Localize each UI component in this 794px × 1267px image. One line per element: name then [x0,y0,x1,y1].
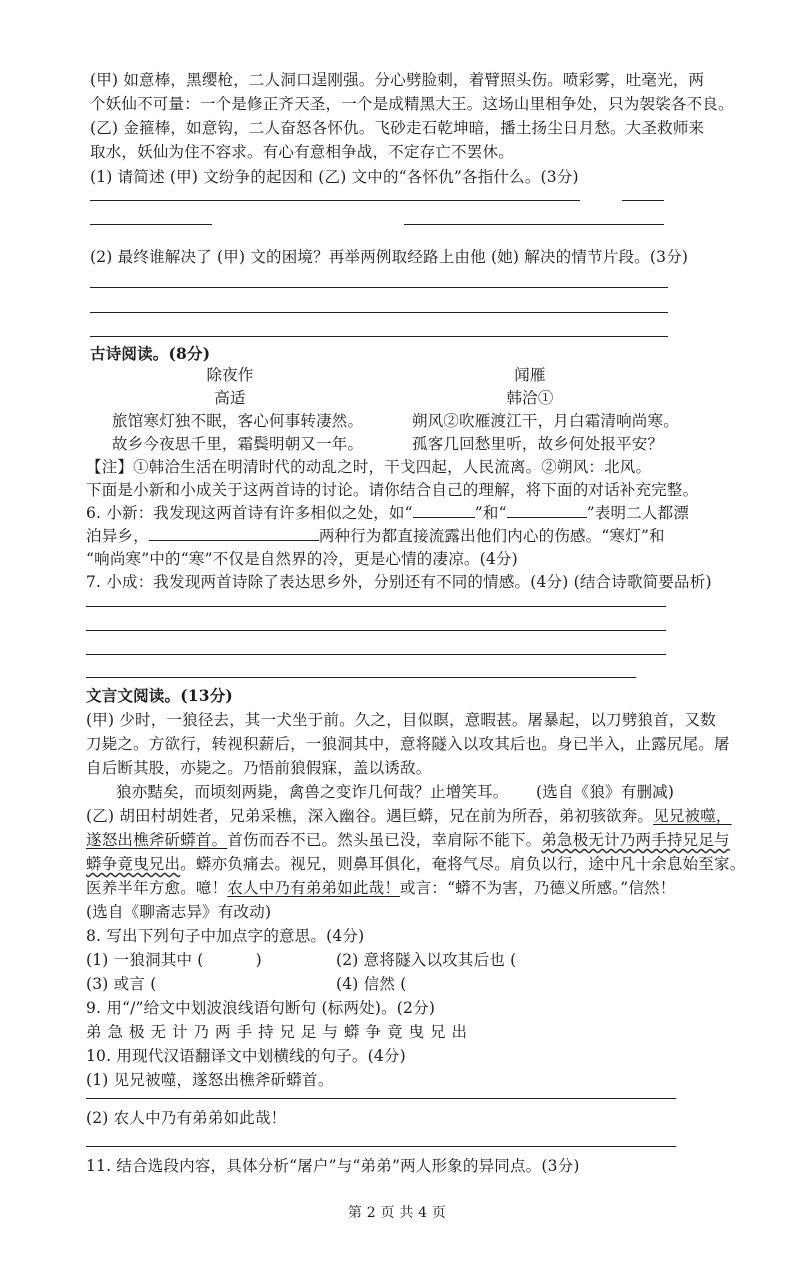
yi-underlined-2: 遂怒出樵斧斫蟒首。 [86,831,228,849]
q6-blank-3[interactable] [149,526,319,541]
poem2-line-1: 朔风②吹雁渡江干，月白霜清响尚寒。 [412,412,679,430]
question-11: 11. 结合选段内容，具体分析“屠户”与“弟弟”两人形象的异同点。(3分) [86,1157,580,1175]
answer-line[interactable] [90,224,212,225]
answer-line[interactable] [404,224,664,225]
q9-sentence[interactable]: 弟急极无计乃两手持兄足与蟒争竟曳兄出 [86,1023,474,1041]
q8-item-1: (1) 一狼洞其中 ( ) [86,951,262,969]
answer-line[interactable] [86,654,666,655]
classical-jia-line-3: 自后断其股，亦毙之。乃悟前狼假寐，盖以诱敌。 [86,759,432,777]
classical-yi-line-1 [86,806,732,826]
q6-text-d: 泊异乡， [86,527,149,545]
yi-text-1: (乙) 胡田村胡姓者，兄弟采樵，深入幽谷。遇巨蟒，兄在前为所吞，弟初骇欲奔。 [86,807,654,825]
q8-item-4: (4) 信然 ( [336,975,407,993]
classical-jia-line-4: 狼亦黠矣，而顷刻两毙，禽兽之变诈几何哉？止增笑耳。 [116,783,509,801]
yi-wavy-2: 蟒争竟曳兄出 [86,855,181,873]
answer-line[interactable] [90,336,668,337]
question-6-line-1 [86,503,689,523]
poem1-title: 除夜作 [206,366,254,384]
poetry-intro: 下面是小新和小成关于这两首诗的讨论。请你结合自己的理解，将下面的对话补充完整。 [86,481,699,499]
poetry-note: 【注】①韩洽生活在明清时代的动乱之时，干戈四起，人民流离。②朔风：北风。 [86,458,652,476]
q6-blank-2[interactable] [507,503,587,518]
poem1-author: 高适 [214,389,246,407]
yi-text-3: 。蟒亦负痛去。视兄，则鼻耳俱化，奄将气尽。肩负以行，途中凡十余息始至家。 [180,855,746,873]
classical-jia-source: (选自《狼》有删减) [536,783,675,801]
poem2-author: 韩洽① [506,389,554,407]
question-8: 8. 写出下列句子中加点字的意思。(4分) [86,927,365,945]
q10-sentence-1: (1) 见兄被噬，遂怒出樵斧斫蟒首。 [86,1071,334,1089]
q8-item-1-text: (1) 一狼洞其中 ( [86,951,204,969]
question-6-line-2 [86,526,665,546]
passage-jia-line-2: 个妖仙不可量：一个是修正齐天圣，一个是成精黑大王。这场山里相争处，只为袈裟各不良。 [90,95,734,113]
q6-text-b: ”和“ [474,504,507,522]
q8-item-2: (2) 意将隧入以攻其后也 ( [336,951,517,969]
question-9: 9. 用“/”给文中划波浪线语句断句 (标两处)。(2分) [86,999,436,1017]
poetry-header: 古诗阅读。(8分) [90,344,211,363]
answer-line[interactable] [86,1098,676,1099]
question-7: 7. 小成：我发现两首诗除了表达思乡外，分别还有不同的情感。(4分) (结合诗歌简要品析) [86,573,712,591]
question-6-line-3: “响尚寒”中的“寒”不仅是自然界的冷，更是心情的凄凉。(4分) [86,550,518,568]
classical-yi-line-4 [86,878,675,898]
poem1-line-2: 故乡今夜思千里，霜鬓明朝又一年。 [112,435,364,453]
poem1-line-1: 旅馆寒灯独不眠，客心何事转凄然。 [112,412,364,430]
classical-yi-line-2 [86,830,730,850]
passage-jia-line-1: (甲) 如意棒，黑缨枪，二人洞口逞刚强。分心劈脸刺，着臂照头伤。喷彩雾，吐毫光，两 [90,71,705,89]
classical-yi-line-3 [86,854,745,874]
yi-text-4: 医养半年方愈。噫！ [86,879,228,897]
q6-text-a: 6. 小新：我发现这两首诗有许多相似之处，如“ [86,504,413,522]
answer-line[interactable] [90,312,668,313]
yi-text-2: 首伤而吞不已。然头虽已没，幸肩际不能下。 [227,831,542,849]
classical-yi-source: (选自《聊斋志异》有改动) [86,903,272,921]
yi-underlined-1: 见兄被噬， [653,807,732,825]
question-10: 10. 用现代汉语翻译文中划横线的句子。(4分) [86,1047,406,1065]
question-a1: (1) 请简述 (甲) 文纷争的起因和 (乙) 文中的“各怀仇”各指什么。(3分) [90,168,579,186]
question-a2: (2) 最终谁解决了 (甲) 文的困境？再举两例取经路上由他 (她) 解决的情节片段。(3分) [90,248,689,266]
q6-blank-1[interactable] [413,503,475,518]
answer-line[interactable] [90,287,668,288]
classical-jia-line-2: 刀毙之。方欲行，转视积薪后，一狼洞其中，意将隧入以攻其后也。身已半入，止露尻尾。屠 [86,735,730,753]
q8-item-3: (3) 或言 ( [86,975,157,993]
yi-underlined-3: 农人中乃有弟弟如此哉！ [227,879,401,897]
classical-header: 文言文阅读。(13分) [86,686,233,705]
page-footer: 第 2 页 共 4 页 [347,1205,447,1221]
classical-jia-line-1: (甲) 少时，一狼径去，其一犬坐于前。久之，目似瞑，意暇甚。屠暴起，以刀劈狼首，又数 [86,711,716,729]
q6-text-e: 两种行为都直接流露出他们内心的伤感。“寒灯”和 [318,527,665,545]
q6-text-c: ”表明二人都漂 [586,504,690,522]
answer-line[interactable] [90,200,580,201]
passage-yi-line-1: (乙) 金箍棒，如意钩，二人奋怒各怀仇。飞砂走石乾坤暗，播土扬尘日月愁。大圣救师来 [90,119,705,137]
yi-wavy-1: 弟急极无计乃两手持兄足与 [541,831,730,849]
passage-yi-line-2: 取水，妖仙为住不容求。有心有意相争战，不定存亡不罢休。 [90,143,514,161]
yi-text-5: 或言：“蟒不为害，乃德义所感。”信然！ [400,879,676,897]
answer-line[interactable] [86,630,666,631]
answer-line[interactable] [622,200,664,201]
answer-line[interactable] [86,606,666,607]
poem2-title: 闻雁 [514,366,546,384]
q10-sentence-2: (2) 农人中乃有弟弟如此哉！ [86,1109,287,1127]
poem2-line-2: 孤客几回愁里听，故乡何处报平安？ [412,435,664,453]
answer-line[interactable] [86,677,636,678]
answer-line[interactable] [86,1146,676,1147]
